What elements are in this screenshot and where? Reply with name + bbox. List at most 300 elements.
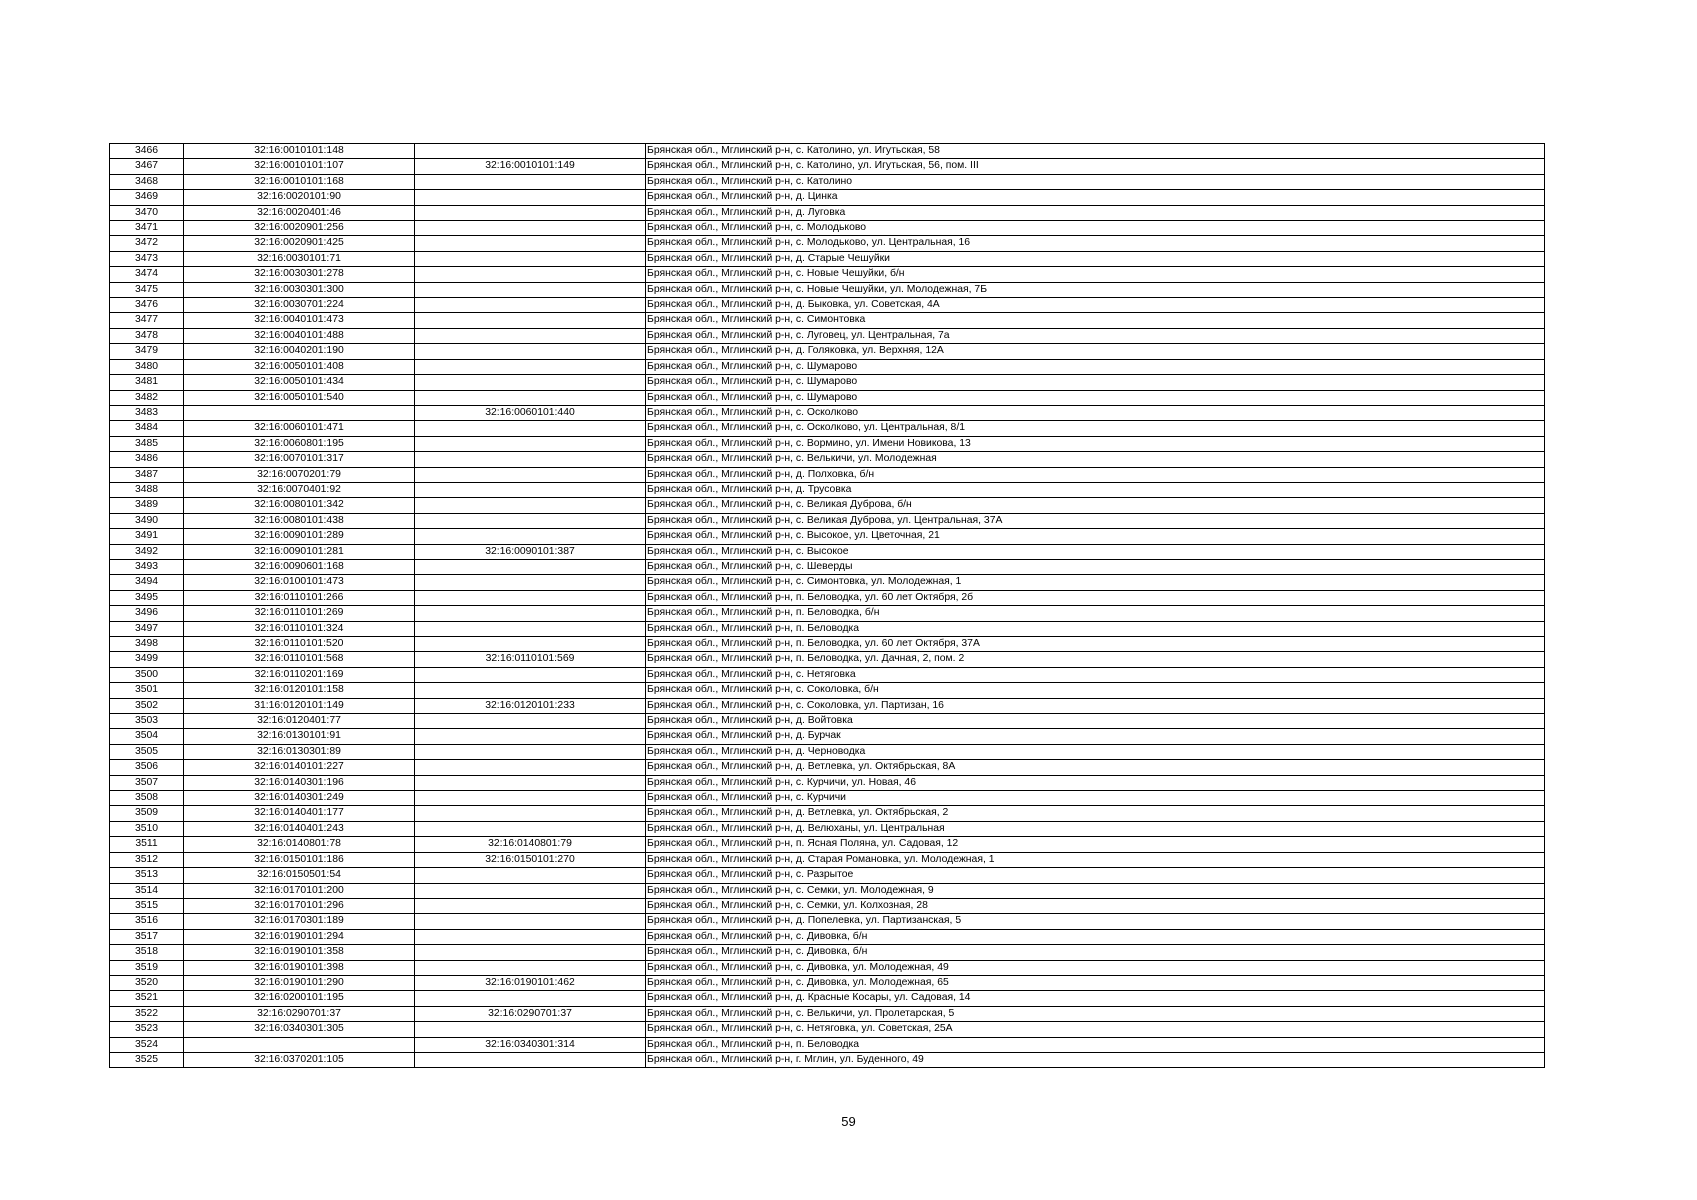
row-number-cell: 3487 <box>110 467 184 482</box>
cadastral-number-cell: 32:16:0010101:107 <box>184 159 415 174</box>
address-cell: Брянская обл., Мглинский р-н, д. Быковка, ул. Советская, 4А <box>646 298 1545 313</box>
row-number-cell: 3525 <box>110 1052 184 1067</box>
related-cadastral-number-cell <box>415 421 646 436</box>
address-cell: Брянская обл., Мглинский р-н, с. Симонтовка, ул. Молодежная, 1 <box>646 575 1545 590</box>
address-cell: Брянская обл., Мглинский р-н, д. Попелевка, ул. Партизанская, 5 <box>646 914 1545 929</box>
related-cadastral-number-cell <box>415 482 646 497</box>
table-row <box>110 421 1545 436</box>
address-cell: Брянская обл., Мглинский р-н, с. Высокое <box>646 544 1545 559</box>
related-cadastral-number-cell <box>415 298 646 313</box>
address-cell: Брянская обл., Мглинский р-н, д. Бурчак <box>646 729 1545 744</box>
row-number-cell: 3513 <box>110 868 184 883</box>
table-row <box>110 467 1545 482</box>
cadastral-number-cell: 32:16:0140301:196 <box>184 775 415 790</box>
table-row <box>110 282 1545 297</box>
table-row <box>110 744 1545 759</box>
address-cell: Брянская обл., Мглинский р-н, с. Нетяговка <box>646 667 1545 682</box>
cadastral-number-cell: 32:16:0190101:294 <box>184 929 415 944</box>
address-cell: Брянская обл., Мглинский р-н, д. Ветлевка, ул. Октябрьская, 2 <box>646 806 1545 821</box>
row-number-cell: 3501 <box>110 683 184 698</box>
address-cell: Брянская обл., Мглинский р-н, с. Осколково <box>646 405 1545 420</box>
cadastral-number-cell: 32:16:0090601:168 <box>184 559 415 574</box>
cadastral-number-cell: 32:16:0110101:269 <box>184 606 415 621</box>
related-cadastral-number-cell <box>415 929 646 944</box>
related-cadastral-number-cell <box>415 621 646 636</box>
related-cadastral-number-cell <box>415 714 646 729</box>
address-cell: Брянская обл., Мглинский р-н, д. Голяковка, ул. Верхняя, 12А <box>646 344 1545 359</box>
related-cadastral-number-cell <box>415 282 646 297</box>
related-cadastral-number-cell <box>415 667 646 682</box>
related-cadastral-number-cell <box>415 729 646 744</box>
related-cadastral-number-cell: 32:16:0290701:37 <box>415 1006 646 1021</box>
cadastral-number-cell: 32:16:0110101:568 <box>184 652 415 667</box>
cadastral-number-cell: 32:16:0290701:37 <box>184 1006 415 1021</box>
related-cadastral-number-cell <box>415 590 646 605</box>
address-cell: Брянская обл., Мглинский р-н, с. Шеверды <box>646 559 1545 574</box>
cadastral-number-cell: 32:16:0080101:342 <box>184 498 415 513</box>
related-cadastral-number-cell <box>415 221 646 236</box>
cadastral-number-cell: 32:16:0030101:71 <box>184 251 415 266</box>
related-cadastral-number-cell <box>415 991 646 1006</box>
row-number-cell: 3503 <box>110 714 184 729</box>
cadastral-number-cell: 32:16:0100101:473 <box>184 575 415 590</box>
table-row <box>110 791 1545 806</box>
row-number-cell: 3477 <box>110 313 184 328</box>
cadastral-number-cell: 32:16:0140401:177 <box>184 806 415 821</box>
table-row <box>110 698 1545 713</box>
row-number-cell: 3469 <box>110 190 184 205</box>
row-number-cell: 3474 <box>110 267 184 282</box>
cadastral-number-cell: 32:16:0170301:189 <box>184 914 415 929</box>
address-cell: Брянская обл., Мглинский р-н, с. Семки, ул. Молодежная, 9 <box>646 883 1545 898</box>
table-row <box>110 344 1545 359</box>
related-cadastral-number-cell <box>415 452 646 467</box>
row-number-cell: 3518 <box>110 945 184 960</box>
table-row <box>110 945 1545 960</box>
row-number-cell: 3486 <box>110 452 184 467</box>
table-row <box>110 144 1545 159</box>
cadastral-number-cell: 32:16:0010101:148 <box>184 144 415 159</box>
table-row <box>110 251 1545 266</box>
cadastral-number-cell: 32:16:0150501:54 <box>184 868 415 883</box>
cadastral-number-cell: 32:16:0030301:278 <box>184 267 415 282</box>
cadastral-number-cell: 32:16:0020901:256 <box>184 221 415 236</box>
cadastral-number-cell: 32:16:0080101:438 <box>184 513 415 528</box>
row-number-cell: 3498 <box>110 637 184 652</box>
cadastral-number-cell: 32:16:0050101:540 <box>184 390 415 405</box>
table-row <box>110 914 1545 929</box>
cadastral-number-cell: 32:16:0170101:296 <box>184 898 415 913</box>
address-cell: Брянская обл., Мглинский р-н, д. Луговка <box>646 205 1545 220</box>
cadastral-number-cell <box>184 1037 415 1052</box>
related-cadastral-number-cell <box>415 390 646 405</box>
table-row <box>110 1022 1545 1037</box>
cadastral-number-cell: 32:16:0140301:249 <box>184 791 415 806</box>
address-cell: Брянская обл., Мглинский р-н, с. Семки, ул. Колхозная, 28 <box>646 898 1545 913</box>
page-number: 59 <box>841 1114 856 1129</box>
cadastral-number-cell: 32:16:0090101:281 <box>184 544 415 559</box>
cadastral-number-cell: 32:16:0060801:195 <box>184 436 415 451</box>
cadastral-number-cell: 32:16:0110101:266 <box>184 590 415 605</box>
address-cell: Брянская обл., Мглинский р-н, с. Велькичи, ул. Молодежная <box>646 452 1545 467</box>
table-row <box>110 205 1545 220</box>
cadastral-number-cell: 32:16:0040101:488 <box>184 328 415 343</box>
table-row <box>110 405 1545 420</box>
table-row <box>110 313 1545 328</box>
table-row <box>110 482 1545 497</box>
address-cell: Брянская обл., Мглинский р-н, с. Новые Чешуйки, б/н <box>646 267 1545 282</box>
row-number-cell: 3520 <box>110 975 184 990</box>
address-cell: Брянская обл., Мглинский р-н, с. Велькичи, ул. Пролетарская, 5 <box>646 1006 1545 1021</box>
address-cell: Брянская обл., Мглинский р-н, с. Новые Чешуйки, ул. Молодежная, 7Б <box>646 282 1545 297</box>
table-row <box>110 760 1545 775</box>
row-number-cell: 3475 <box>110 282 184 297</box>
table-row <box>110 821 1545 836</box>
table-row <box>110 898 1545 913</box>
cadastral-number-cell: 32:16:0170101:200 <box>184 883 415 898</box>
row-number-cell: 3516 <box>110 914 184 929</box>
table-row <box>110 667 1545 682</box>
table-row <box>110 606 1545 621</box>
row-number-cell: 3495 <box>110 590 184 605</box>
address-cell: Брянская обл., Мглинский р-н, д. Трусовка <box>646 482 1545 497</box>
row-number-cell: 3482 <box>110 390 184 405</box>
address-cell: Брянская обл., Мглинский р-н, с. Дивовка, ул. Молодежная, 49 <box>646 960 1545 975</box>
related-cadastral-number-cell <box>415 359 646 374</box>
address-cell: Брянская обл., Мглинский р-н, с. Курчичи <box>646 791 1545 806</box>
table-row <box>110 452 1545 467</box>
row-number-cell: 3514 <box>110 883 184 898</box>
address-cell: Брянская обл., Мглинский р-н, п. Беловодка, ул. Дачная, 2, пом. 2 <box>646 652 1545 667</box>
cadastral-number-cell <box>184 405 415 420</box>
related-cadastral-number-cell: 32:16:0090101:387 <box>415 544 646 559</box>
cadastral-number-cell: 32:16:0030701:224 <box>184 298 415 313</box>
table-row <box>110 236 1545 251</box>
cadastral-number-cell: 32:16:0340301:305 <box>184 1022 415 1037</box>
related-cadastral-number-cell <box>415 467 646 482</box>
related-cadastral-number-cell <box>415 683 646 698</box>
table-row <box>110 837 1545 852</box>
cadastral-number-cell: 32:16:0130101:91 <box>184 729 415 744</box>
cadastral-number-cell: 32:16:0070201:79 <box>184 467 415 482</box>
cadastral-number-cell: 32:16:0020901:425 <box>184 236 415 251</box>
table-row <box>110 390 1545 405</box>
table-row <box>110 190 1545 205</box>
table-row <box>110 221 1545 236</box>
cadastral-number-cell: 32:16:0050101:434 <box>184 375 415 390</box>
related-cadastral-number-cell <box>415 791 646 806</box>
row-number-cell: 3502 <box>110 698 184 713</box>
table-row <box>110 513 1545 528</box>
table-row <box>110 529 1545 544</box>
table-row <box>110 559 1545 574</box>
table-row <box>110 775 1545 790</box>
related-cadastral-number-cell <box>415 637 646 652</box>
address-cell: Брянская обл., Мглинский р-н, г. Мглин, ул. Буденного, 49 <box>646 1052 1545 1067</box>
address-cell: Брянская обл., Мглинский р-н, с. Католино, ул. Игутьская, 58 <box>646 144 1545 159</box>
address-cell: Брянская обл., Мглинский р-н, с. Католино, ул. Игутьская, 56, пом. III <box>646 159 1545 174</box>
address-cell: Брянская обл., Мглинский р-н, с. Разрытое <box>646 868 1545 883</box>
related-cadastral-number-cell: 32:16:0150101:270 <box>415 852 646 867</box>
row-number-cell: 3480 <box>110 359 184 374</box>
table-row <box>110 868 1545 883</box>
row-number-cell: 3471 <box>110 221 184 236</box>
cadastral-number-cell: 32:16:0010101:168 <box>184 174 415 189</box>
cadastral-number-cell: 32:16:0140101:227 <box>184 760 415 775</box>
cadastral-number-cell: 32:16:0200101:195 <box>184 991 415 1006</box>
row-number-cell: 3488 <box>110 482 184 497</box>
address-cell: Брянская обл., Мглинский р-н, с. Дивовка, б/н <box>646 929 1545 944</box>
address-cell: Брянская обл., Мглинский р-н, д. Войтовка <box>646 714 1545 729</box>
row-number-cell: 3470 <box>110 205 184 220</box>
related-cadastral-number-cell <box>415 760 646 775</box>
address-cell: Брянская обл., Мглинский р-н, д. Полховка, б/н <box>646 467 1545 482</box>
address-cell: Брянская обл., Мглинский р-н, с. Дивовка, ул. Молодежная, 65 <box>646 975 1545 990</box>
table-row <box>110 298 1545 313</box>
address-cell: Брянская обл., Мглинский р-н, д. Велюханы, ул. Центральная <box>646 821 1545 836</box>
row-number-cell: 3500 <box>110 667 184 682</box>
related-cadastral-number-cell <box>415 498 646 513</box>
cadastral-number-cell: 32:16:0060101:471 <box>184 421 415 436</box>
related-cadastral-number-cell: 32:16:0110101:569 <box>415 652 646 667</box>
related-cadastral-number-cell <box>415 821 646 836</box>
cadastral-number-cell: 32:16:0020101:90 <box>184 190 415 205</box>
address-cell: Брянская обл., Мглинский р-н, п. Беловодка <box>646 1037 1545 1052</box>
row-number-cell: 3512 <box>110 852 184 867</box>
row-number-cell: 3478 <box>110 328 184 343</box>
table-row <box>110 975 1545 990</box>
row-number-cell: 3489 <box>110 498 184 513</box>
cadastral-number-cell: 32:16:0190101:358 <box>184 945 415 960</box>
register-table <box>109 143 1545 1068</box>
table-row <box>110 359 1545 374</box>
related-cadastral-number-cell <box>415 575 646 590</box>
table-row <box>110 375 1545 390</box>
cadastral-number-cell: 32:16:0130301:89 <box>184 744 415 759</box>
row-number-cell: 3473 <box>110 251 184 266</box>
related-cadastral-number-cell <box>415 559 646 574</box>
row-number-cell: 3524 <box>110 1037 184 1052</box>
row-number-cell: 3510 <box>110 821 184 836</box>
address-cell: Брянская обл., Мглинский р-н, с. Высокое, ул. Цветочная, 21 <box>646 529 1545 544</box>
related-cadastral-number-cell <box>415 868 646 883</box>
table-row <box>110 621 1545 636</box>
address-cell: Брянская обл., Мглинский р-н, п. Беловодка, ул. 60 лет Октября, 2б <box>646 590 1545 605</box>
row-number-cell: 3476 <box>110 298 184 313</box>
row-number-cell: 3497 <box>110 621 184 636</box>
related-cadastral-number-cell <box>415 883 646 898</box>
row-number-cell: 3494 <box>110 575 184 590</box>
address-cell: Брянская обл., Мглинский р-н, с. Молодьково <box>646 221 1545 236</box>
table-row <box>110 652 1545 667</box>
cadastral-number-cell: 32:16:0370201:105 <box>184 1052 415 1067</box>
address-cell: Брянская обл., Мглинский р-н, с. Нетяговка, ул. Советская, 25А <box>646 1022 1545 1037</box>
table-row <box>110 1052 1545 1067</box>
table-row <box>110 883 1545 898</box>
address-cell: Брянская обл., Мглинский р-н, с. Симонтовка <box>646 313 1545 328</box>
cadastral-number-cell: 32:16:0150101:186 <box>184 852 415 867</box>
table-row <box>110 806 1545 821</box>
cadastral-number-cell: 32:16:0120101:158 <box>184 683 415 698</box>
table-row <box>110 1037 1545 1052</box>
table-row <box>110 328 1545 343</box>
row-number-cell: 3507 <box>110 775 184 790</box>
cadastral-number-cell: 32:16:0070101:317 <box>184 452 415 467</box>
related-cadastral-number-cell <box>415 205 646 220</box>
related-cadastral-number-cell <box>415 513 646 528</box>
row-number-cell: 3499 <box>110 652 184 667</box>
related-cadastral-number-cell <box>415 806 646 821</box>
address-cell: Брянская обл., Мглинский р-н, д. Цинка <box>646 190 1545 205</box>
address-cell: Брянская обл., Мглинский р-н, с. Католино <box>646 174 1545 189</box>
table-row <box>110 729 1545 744</box>
cadastral-number-cell: 32:16:0110101:324 <box>184 621 415 636</box>
related-cadastral-number-cell <box>415 775 646 790</box>
table-row <box>110 544 1545 559</box>
row-number-cell: 3504 <box>110 729 184 744</box>
cadastral-number-cell: 32:16:0110101:520 <box>184 637 415 652</box>
table-row <box>110 174 1545 189</box>
row-number-cell: 3493 <box>110 559 184 574</box>
row-number-cell: 3472 <box>110 236 184 251</box>
row-number-cell: 3505 <box>110 744 184 759</box>
address-cell: Брянская обл., Мглинский р-н, д. Ветлевка, ул. Октябрьская, 8А <box>646 760 1545 775</box>
register-table-body <box>110 144 1545 1068</box>
related-cadastral-number-cell: 32:16:0120101:233 <box>415 698 646 713</box>
address-cell: Брянская обл., Мглинский р-н, д. Красные Косары, ул. Садовая, 14 <box>646 991 1545 1006</box>
address-cell: Брянская обл., Мглинский р-н, с. Соколовка, б/н <box>646 683 1545 698</box>
related-cadastral-number-cell <box>415 344 646 359</box>
related-cadastral-number-cell <box>415 267 646 282</box>
related-cadastral-number-cell: 32:16:0010101:149 <box>415 159 646 174</box>
row-number-cell: 3485 <box>110 436 184 451</box>
row-number-cell: 3521 <box>110 991 184 1006</box>
row-number-cell: 3492 <box>110 544 184 559</box>
address-cell: Брянская обл., Мглинский р-н, д. Старая Романовка, ул. Молодежная, 1 <box>646 852 1545 867</box>
cadastral-number-cell: 32:16:0190101:290 <box>184 975 415 990</box>
cadastral-number-cell: 32:16:0040101:473 <box>184 313 415 328</box>
cadastral-number-cell: 31:16:0120101:149 <box>184 698 415 713</box>
cadastral-number-cell: 32:16:0120401:77 <box>184 714 415 729</box>
cadastral-number-cell: 32:16:0140801:78 <box>184 837 415 852</box>
table-row <box>110 267 1545 282</box>
row-number-cell: 3511 <box>110 837 184 852</box>
cadastral-number-cell: 32:16:0070401:92 <box>184 482 415 497</box>
table-row <box>110 498 1545 513</box>
row-number-cell: 3490 <box>110 513 184 528</box>
related-cadastral-number-cell <box>415 190 646 205</box>
related-cadastral-number-cell <box>415 436 646 451</box>
related-cadastral-number-cell <box>415 914 646 929</box>
row-number-cell: 3467 <box>110 159 184 174</box>
row-number-cell: 3483 <box>110 405 184 420</box>
address-cell: Брянская обл., Мглинский р-н, п. Ясная Поляна, ул. Садовая, 12 <box>646 837 1545 852</box>
address-cell: Брянская обл., Мглинский р-н, п. Беловодка, б/н <box>646 606 1545 621</box>
cadastral-number-cell: 32:16:0140401:243 <box>184 821 415 836</box>
row-number-cell: 3496 <box>110 606 184 621</box>
table-row <box>110 575 1545 590</box>
related-cadastral-number-cell <box>415 744 646 759</box>
related-cadastral-number-cell <box>415 606 646 621</box>
address-cell: Брянская обл., Мглинский р-н, с. Курчичи, ул. Новая, 46 <box>646 775 1545 790</box>
row-number-cell: 3479 <box>110 344 184 359</box>
related-cadastral-number-cell: 32:16:0190101:462 <box>415 975 646 990</box>
related-cadastral-number-cell <box>415 375 646 390</box>
related-cadastral-number-cell <box>415 1052 646 1067</box>
related-cadastral-number-cell: 32:16:0060101:440 <box>415 405 646 420</box>
row-number-cell: 3508 <box>110 791 184 806</box>
related-cadastral-number-cell <box>415 529 646 544</box>
table-row <box>110 590 1545 605</box>
related-cadastral-number-cell <box>415 144 646 159</box>
address-cell: Брянская обл., Мглинский р-н, с. Шумарово <box>646 390 1545 405</box>
cadastral-number-cell: 32:16:0040201:190 <box>184 344 415 359</box>
cadastral-number-cell: 32:16:0110201:169 <box>184 667 415 682</box>
table-row <box>110 714 1545 729</box>
cadastral-number-cell: 32:16:0020401:46 <box>184 205 415 220</box>
cadastral-number-cell: 32:16:0030301:300 <box>184 282 415 297</box>
address-cell: Брянская обл., Мглинский р-н, д. Черноводка <box>646 744 1545 759</box>
related-cadastral-number-cell <box>415 960 646 975</box>
row-number-cell: 3506 <box>110 760 184 775</box>
table-row <box>110 929 1545 944</box>
cadastral-number-cell: 32:16:0090101:289 <box>184 529 415 544</box>
address-cell: Брянская обл., Мглинский р-н, с. Великая Дуброва, ул. Центральная, 37А <box>646 513 1545 528</box>
address-cell: Брянская обл., Мглинский р-н, с. Вормино, ул. Имени Новикова, 13 <box>646 436 1545 451</box>
related-cadastral-number-cell <box>415 1022 646 1037</box>
address-cell: Брянская обл., Мглинский р-н, с. Луговец, ул. Центральная, 7а <box>646 328 1545 343</box>
table-row <box>110 991 1545 1006</box>
related-cadastral-number-cell <box>415 236 646 251</box>
address-cell: Брянская обл., Мглинский р-н, с. Осколково, ул. Центральная, 8/1 <box>646 421 1545 436</box>
related-cadastral-number-cell <box>415 898 646 913</box>
row-number-cell: 3522 <box>110 1006 184 1021</box>
address-cell: Брянская обл., Мглинский р-н, с. Шумарово <box>646 375 1545 390</box>
row-number-cell: 3468 <box>110 174 184 189</box>
address-cell: Брянская обл., Мглинский р-н, с. Шумарово <box>646 359 1545 374</box>
related-cadastral-number-cell <box>415 313 646 328</box>
address-cell: Брянская обл., Мглинский р-н, с. Великая Дуброва, б/н <box>646 498 1545 513</box>
table-row <box>110 1006 1545 1021</box>
related-cadastral-number-cell <box>415 328 646 343</box>
table-row <box>110 637 1545 652</box>
address-cell: Брянская обл., Мглинский р-н, п. Беловодка <box>646 621 1545 636</box>
row-number-cell: 3517 <box>110 929 184 944</box>
row-number-cell: 3515 <box>110 898 184 913</box>
row-number-cell: 3481 <box>110 375 184 390</box>
table-row <box>110 683 1545 698</box>
related-cadastral-number-cell <box>415 251 646 266</box>
related-cadastral-number-cell <box>415 174 646 189</box>
related-cadastral-number-cell <box>415 945 646 960</box>
row-number-cell: 3466 <box>110 144 184 159</box>
row-number-cell: 3519 <box>110 960 184 975</box>
cadastral-number-cell: 32:16:0050101:408 <box>184 359 415 374</box>
row-number-cell: 3509 <box>110 806 184 821</box>
row-number-cell: 3491 <box>110 529 184 544</box>
row-number-cell: 3484 <box>110 421 184 436</box>
address-cell: Брянская обл., Мглинский р-н, с. Дивовка, б/н <box>646 945 1545 960</box>
table-row <box>110 159 1545 174</box>
address-cell: Брянская обл., Мглинский р-н, с. Молодьково, ул. Центральная, 16 <box>646 236 1545 251</box>
address-cell: Брянская обл., Мглинский р-н, д. Старые Чешуйки <box>646 251 1545 266</box>
related-cadastral-number-cell: 32:16:0340301:314 <box>415 1037 646 1052</box>
table-row <box>110 852 1545 867</box>
address-cell: Брянская обл., Мглинский р-н, п. Беловодка, ул. 60 лет Октября, 37А <box>646 637 1545 652</box>
table-row <box>110 960 1545 975</box>
cadastral-number-cell: 32:16:0190101:398 <box>184 960 415 975</box>
table-row <box>110 436 1545 451</box>
